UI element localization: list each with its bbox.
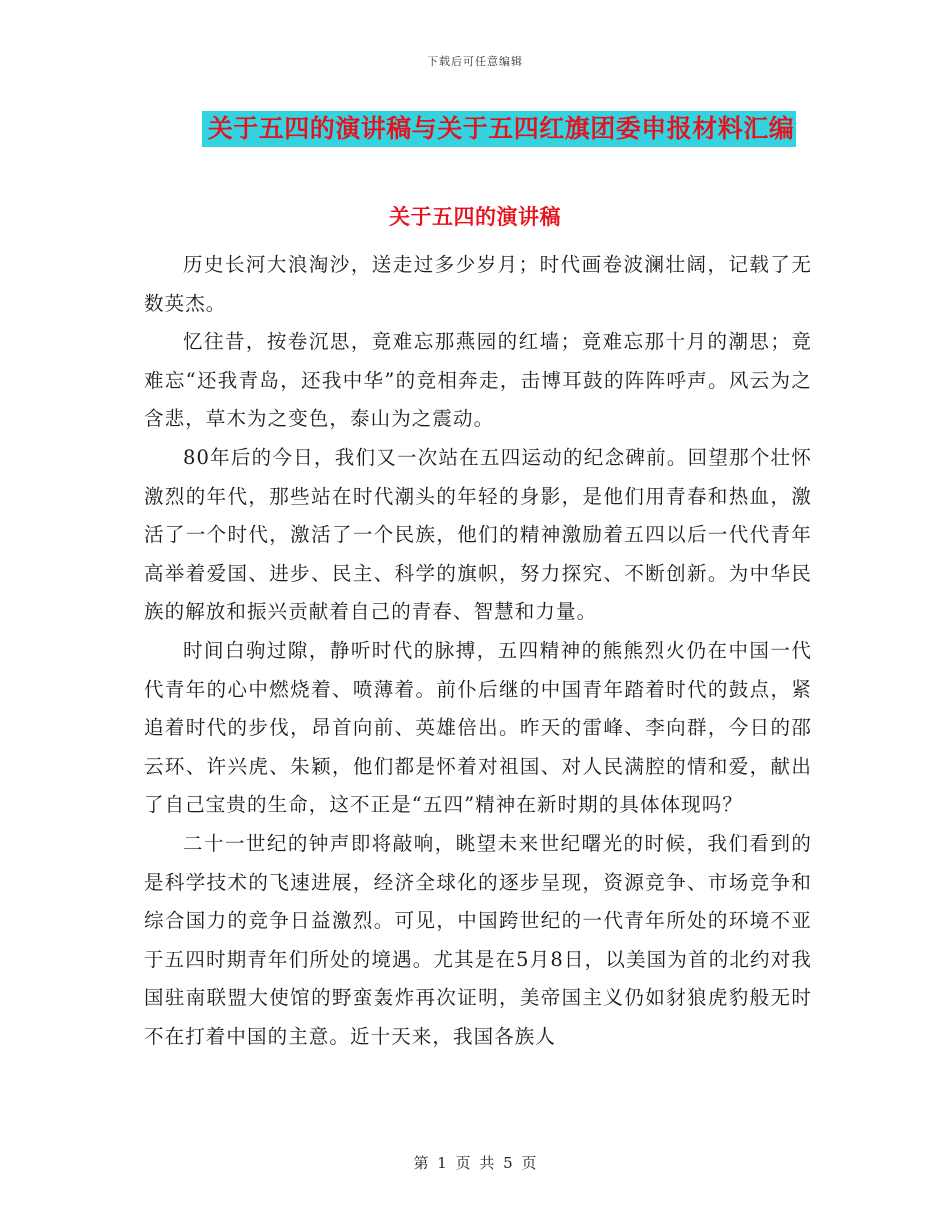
paragraph: 历史长河大浪淘沙，送走过多少岁月；时代画卷波澜壮阔，记载了无数英杰。: [144, 253, 812, 315]
section-title: 关于五四的演讲稿: [389, 205, 561, 229]
title-container: [0, 111, 950, 147]
paragraph: 二十一世纪的钟声即将敲响，眺望未来世纪曙光的时候，我们看到的是科学技术的飞速进展，经济全球化的逐步呈现，资源竞争、市场竞争和综合国力的竞争日益激烈。可见，中国跨世纪的一代青年所处的环境不亚于五四时期青年们所处的境遇。尤其是在5月8日，以美国为首的北约对我国驻南联盟大使馆的野蛮轰炸再次证明，美帝国主义仍如豺狼虎豹般无时不在打着中国的主意。近十天来，我国各族人: [144, 831, 812, 1048]
document-body: [144, 246, 812, 1056]
paragraph: 80年后的今日，我们又一次站在五四运动的纪念碑前。回望那个壮怀激烈的年代，那些站在时代潮头的年轻的身影，是他们用青春和热血，激活了一个时代，激活了一个民族，他们的精神激励着五四以后一代代青年高举着爱国、进步、民主、科学的旗帜，努力探究、不断创新。为中华民族的解放和振兴贡献着自己的青春、智慧和力量。: [144, 445, 812, 624]
paragraph: 时间白驹过隙，静听时代的脉搏，五四精神的熊熊烈火仍在中国一代代青年的心中燃烧着、喷薄着。前仆后继的中国青年踏着时代的鼓点，紧追着时代的步伐，昂首向前、英雄倍出。昨天的雷峰、李向群，今日的邵云环、许兴虎、朱颖，他们都是怀着对祖国、对人民满腔的情和爱，献出了自己宝贵的生命，这不正是“五四”精神在新时期的具体体现吗？: [144, 638, 812, 817]
document-title: 关于五四的演讲稿与关于五四红旗团委申报材料汇编: [202, 111, 797, 147]
download-note: 下载后可任意编辑: [427, 55, 523, 68]
paragraph: 忆往昔，按卷沉思，竟难忘那燕园的红墙；竟难忘那十月的潮思；竟难忘“还我青岛，还我中华”的竞相奔走，击博耳鼓的阵阵呼声。风云为之含悲，草木为之变色，泰山为之震动。: [144, 330, 812, 431]
page-number: 第 1 页 共 5 页: [413, 1154, 537, 1172]
